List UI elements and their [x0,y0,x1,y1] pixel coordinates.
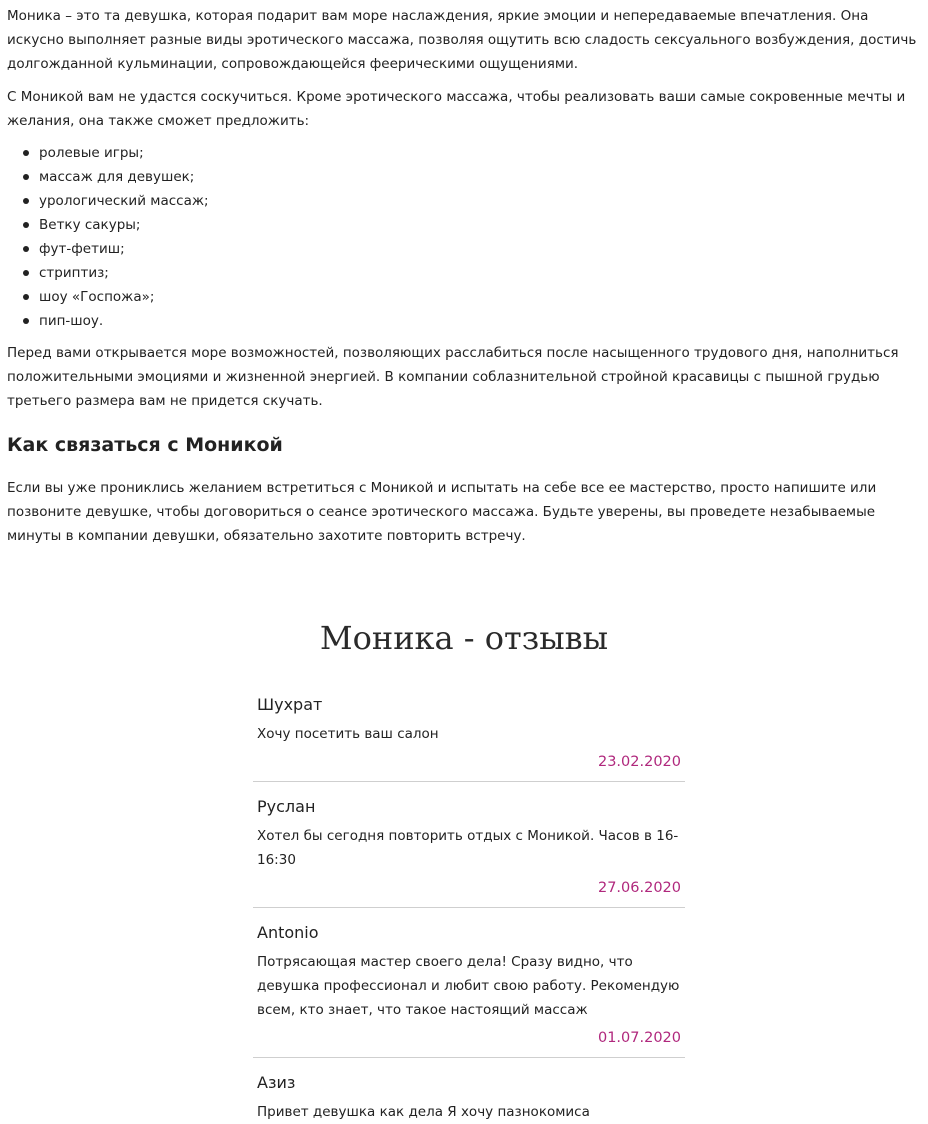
review-author: Руслан [257,797,316,816]
review-text: Хотел бы сегодня повторить отдых с Моникой. Часов в 16-16:30 [257,828,679,868]
review-date: 01.07.2020 [597,1030,681,1046]
list-item: шоу «Госпожа»; [7,285,209,309]
article-paragraph-intro: Моника – это та девушка, которая подарит вам море наслаждения, яркие эмоции и непередаваемые впечатления. Она искусно выполняет разные виды эротического массажа, позволяя ощутить всю сладость сексуального возбуждения, достичь долгожданной кульминации, сопровождающейся феерическими ощущениями. [7,8,917,72]
review-text: Хочу посетить ваш салон [257,726,439,742]
review-date: 23.02.2020 [597,754,681,770]
review-item [253,680,685,782]
article-paragraph-contact: Если вы уже прониклись желанием встретиться с Моникой и испытать на себе все ее мастерство, просто напишите или позвоните девушке, чтобы договориться о сеансе эротического массажа. Будьте уверены, вы проведете незабываемые минуты в компании девушки, обязательно захотите повторить встречу. [7,480,877,544]
list-item: стриптиз; [7,261,209,285]
review-item [253,908,685,1058]
list-item: массаж для девушек; [7,165,209,189]
reviews-list [253,680,685,1124]
review-text: Потрясающая мастер своего дела! Сразу видно, что девушка профессионал и любит свою работу. Рекомендую всем, кто знает, что такое настоящий массаж [257,954,680,1018]
review-author: Азиз [257,1073,296,1092]
reviews-title: Моника - отзывы [319,619,609,657]
list-item: фут-фетиш; [7,237,209,261]
article-paragraph-offer: С Моникой вам не удастся соскучиться. Кроме эротического массажа, чтобы реализовать ваши самые сокровенные мечты и желания, она также сможет предложить: [7,89,906,129]
list-item: урологический массаж; [7,189,209,213]
list-item: пип-шоу. [7,309,209,333]
review-author: Шухрат [257,695,323,714]
article-paragraph-possibilities: Перед вами открывается море возможностей, позволяющих расслабиться после насыщенного трудового дня, наполниться положительными эмоциями и жизненной энергией. В компании соблазнительной стройной красавицы с пышной грудью третьего размера вам не придется скучать. [7,345,899,409]
contact-heading: Как связаться с Моникой [7,434,283,456]
list-item: ролевые игры; [7,141,209,165]
review-author: Antonio [257,923,319,942]
review-date: 27.06.2020 [597,880,681,896]
review-item [253,782,685,908]
services-list [7,141,209,333]
review-text: Привет девушка как дела Я хочу пазнокомиса [257,1104,590,1120]
list-item: Ветку сакуры; [7,213,209,237]
review-item [253,1058,685,1124]
